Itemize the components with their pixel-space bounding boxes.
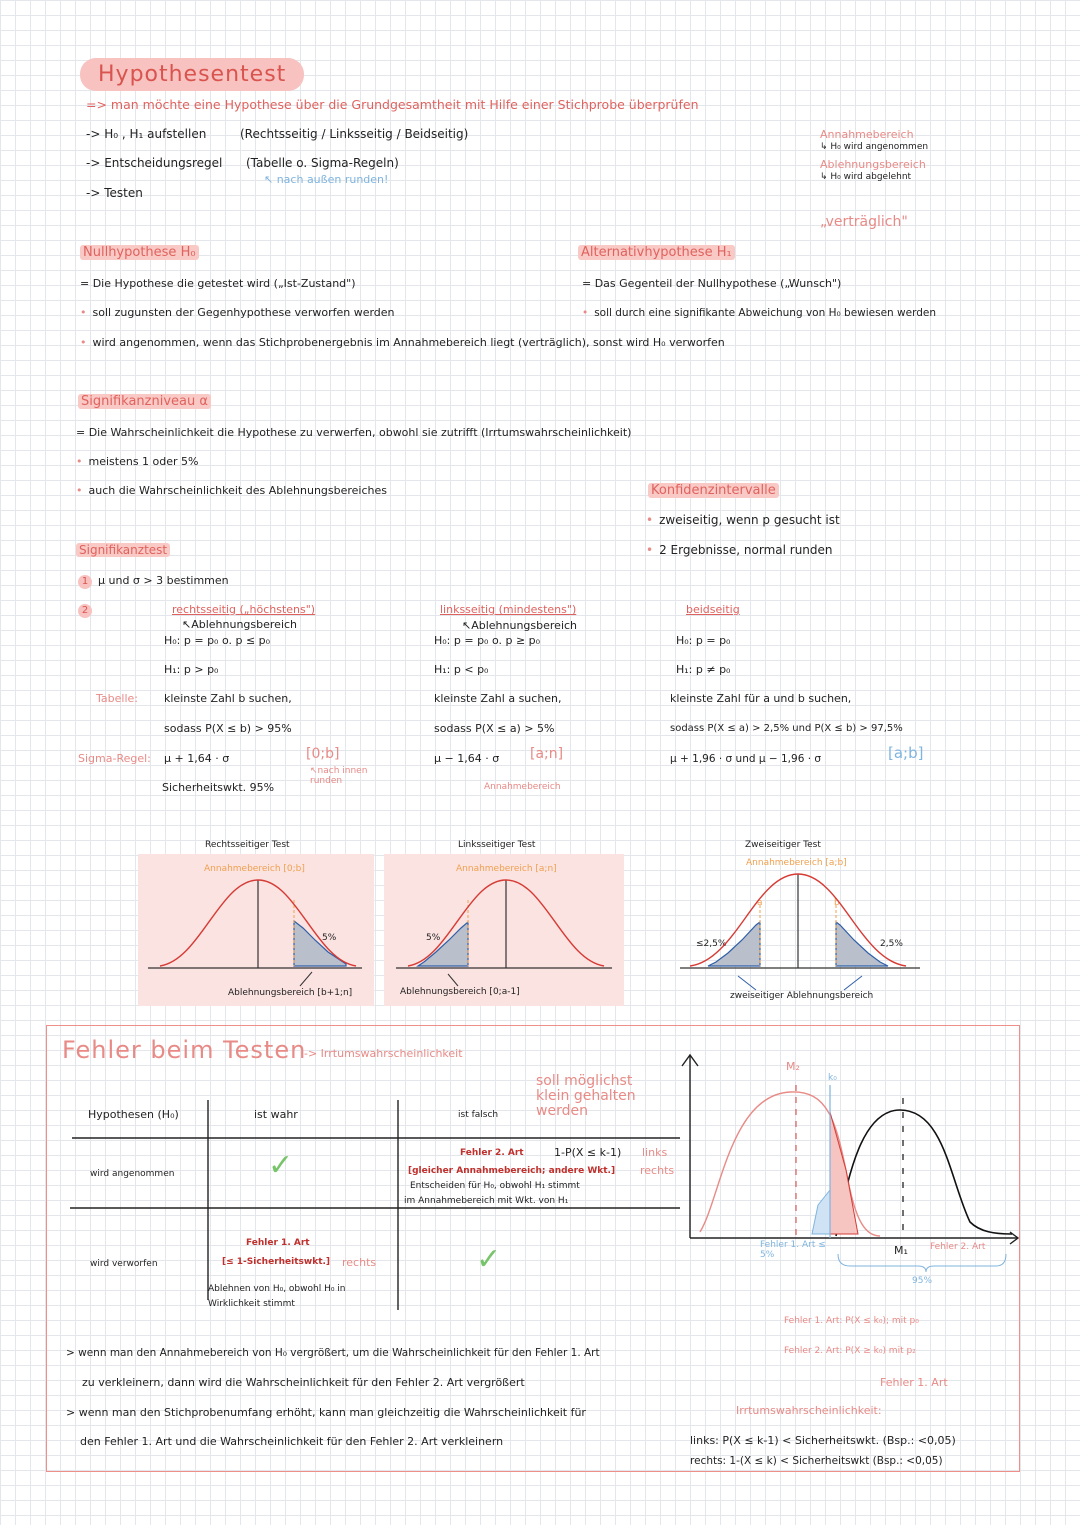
curve-rechts [148,880,362,986]
beid-h0: H₀: p = p₀ [676,634,731,647]
chart-beid-b: b [834,898,840,908]
chart-rechts-ablehn: Ablehnungsbereich [b+1;n] [228,988,353,998]
f2-formula: 1-P(X ≤ k-1) [554,1146,622,1159]
step-2-note: (Tabelle o. Sigma-Regeln) [246,156,399,170]
chart-beid-title: Zweiseitiger Test [745,840,821,850]
bullet-2b: den Fehler 1. Art und die Wahrscheinlichkeit für den Fehler 2. Art verkleinern [80,1435,504,1448]
null-hyp-l3: • wird angenommen, wenn das Stichprobenergebnis im Annahmebereich liegt (verträglich), sonst wird H₀ verworfen [80,336,725,349]
f1-desc2: Wirklichkeit stimmt [208,1299,295,1309]
graph-95: 95% [912,1276,933,1286]
rechts-tab2: sodass P(X ≤ b) > 95% [164,722,292,735]
graph-note2: Fehler 2. Art: P(X ≥ k₀) mit p₂ [784,1346,916,1356]
beid-sigma: μ + 1,96 · σ und μ − 1,96 · σ [670,753,822,765]
chart-rechts-pct: 5% [322,933,337,943]
chart-links-annahme: Annahmebereich [a;n] [456,864,557,874]
links-tab1: kleinste Zahl a suchen, [434,692,562,705]
irr-rechts: rechts: 1-(X ≤ k) < Sicherheitswkt (Bsp.: <0,05) [690,1455,943,1467]
chart-beid-a: a [757,898,763,908]
signif-step-2: 2 [78,603,98,618]
irr-links: links: P(X ≤ k-1) < Sicherheitswkt. (Bsp.: <0,05) [690,1434,956,1447]
step-2: -> Entscheidungsregel [86,156,223,170]
curve-links [396,880,612,986]
step-1: -> H₀ , H₁ aufstellen [86,127,207,141]
graph-m2: M₂ [786,1060,800,1073]
bullet-2a: > wenn man den Stichprobenumfang erhöht, kann man gleichzeitig die Wahrscheinlichkeit für [66,1406,586,1419]
signif-level-l1: = Die Wahrscheinlichkeit die Hypothese zu verwerfen, obwohl sie zutrifft (Irrtumswahrscheinlichkeit) [76,426,632,439]
rechts-h1: H₁: p > p₀ [164,663,219,676]
annahme-label: Annahmebereich [820,128,914,141]
chart-links-pct: 5% [426,933,441,943]
chart-links-ablehn: Ablehnungsbereich [0;a-1] [400,987,520,997]
ablehn-label: Ablehnungsbereich [820,158,926,171]
chart-rechts-title: Rechtsseitiger Test [205,840,290,850]
chart-beid-pct-r: 2,5% [880,939,903,949]
graph-note1: Fehler 1. Art: P(X ≤ k₀); mit p₀ [784,1316,919,1326]
f1-note: [≤ 1-Sicherheitswkt.] [222,1257,331,1267]
links-h0: H₀: p = p₀ o. p ≥ p₀ [434,634,541,647]
bullet-1b: zu verkleinern, dann wird die Wahrscheinlichkeit für den Fehler 2. Art vergrößert [82,1376,525,1389]
links-h1: H₁: p < p₀ [434,663,489,676]
signif-step-1: 1 μ und σ > 3 bestimmen [78,574,229,589]
col2-header: ist falsch [458,1110,499,1120]
chart-beid-ablehn: zweiseitiger Ablehnungsbereich [730,991,874,1001]
signif-level-l2: • meistens 1 oder 5% [76,455,199,468]
f2-rechts: rechts [640,1164,675,1177]
graph-m1: M₁ [894,1244,908,1257]
col0-header: Hypothesen (H₀) [88,1108,179,1121]
links-interval-note: Annahmebereich [484,782,561,792]
page-title: Hypothesentest [80,58,304,91]
annahme-sub: ↳ H₀ wird angenommen [820,142,929,152]
sigma-label: Sigma-Regel: [78,752,151,765]
null-hyp-l2: • soll zugunsten der Gegenhypothese verworfen werden [80,306,395,319]
check-wahr-angenommen: ✓ [268,1148,294,1183]
beid-heading: beidseitig [686,603,740,616]
konfidenz-l1: • zweiseitig, wenn p gesucht ist [646,513,840,527]
curve-beid [680,874,920,990]
rechts-sicherheit: Sicherheitswkt. 95% [162,781,275,794]
links-heading: linksseitig (mindestens") [440,603,577,616]
links-sub: ↖Ablehnungsbereich [462,619,578,632]
links-tab2: sodass P(X ≤ a) > 5% [434,722,555,735]
beid-tab1: kleinste Zahl für a und b suchen, [670,692,852,705]
alt-hyp-l2: • soll durch eine signifikante Abweichung von H₀ bewiesen werden [582,307,937,319]
f1-desc1: Ablehnen von H₀, obwohl H₀ in [208,1284,346,1294]
tabelle-label: Tabelle: [96,692,138,705]
chart-rechts-annahme: Annahmebereich [0;b] [204,864,305,874]
rechts-sub: ↖Ablehnungsbereich [182,618,298,631]
f2-desc2: im Annahmebereich mit Wkt. von H₁ [404,1196,569,1206]
graph-f1: Fehler 1. Art ≤ 5% [760,1240,826,1260]
step-2-sub: ↖ nach außen runden! [264,173,389,186]
graph-k0: k₀ [828,1073,837,1083]
step-3: -> Testen [86,186,143,200]
signif-level-heading: Signifikanzniveau α [78,394,211,409]
rechts-interval: [0;b] [306,746,340,762]
rechts-h0: H₀: p = p₀ o. p ≤ p₀ [164,634,271,647]
check-falsch-verworfen: ✓ [476,1242,502,1277]
f2-links: links [642,1146,668,1159]
alt-hyp-heading: Alternativhypothese H₁ [578,245,735,260]
row1-label: wird angenommen [90,1169,175,1179]
irr-top: Fehler 1. Art [880,1376,948,1389]
step-1-note: (Rechtsseitig / Linksseitig / Beidseitig) [240,127,469,141]
beid-tab2: sodass P(X ≤ a) > 2,5% und P(X ≤ b) > 97,5% [670,723,903,734]
rechts-interval-note: ↖nach innen runden [310,766,368,786]
chart-links-title: Linksseitiger Test [458,840,536,850]
fehler-heading: Fehler beim Testen [62,1036,307,1064]
alt-hyp-l1: = Das Gegenteil der Nullhypothese („Wunsch") [582,277,842,290]
rechts-tab1: kleinste Zahl b suchen, [164,692,292,705]
vertraeglich-note: „verträglich" [820,214,908,230]
graph-f2: Fehler 2. Art [930,1242,986,1252]
irr-heading: Irrtumswahrscheinlichkeit: [736,1404,882,1417]
f2-desc1: Entscheiden für H₀, obwohl H₁ stimmt [410,1181,580,1191]
chart-beid-pct-l: ≤2,5% [696,939,727,949]
links-sigma: μ − 1,64 · σ [434,752,500,765]
null-hyp-l1: = Die Hypothese die getestet wird („Ist-Zustand") [80,277,356,290]
signif-test-heading: Signifikanztest [76,543,170,557]
row2-label: wird verworfen [90,1259,158,1269]
f2-title: Fehler 2. Art [460,1148,524,1158]
klein-note: soll möglichst klein gehalten werden [536,1073,636,1119]
f1-title: Fehler 1. Art [246,1238,310,1248]
null-hyp-heading: Nullhypothese H₀ [80,245,199,260]
f1-rechts: rechts [342,1256,377,1269]
bullet-1a: > wenn man den Annahmebereich von H₀ vergrößert, um die Wahrscheinlichkeit für den Fehler 1. Art [66,1347,600,1359]
col1-header: ist wahr [254,1108,298,1121]
signif-level-l3: • auch die Wahrscheinlichkeit des Ablehnungsbereiches [76,484,388,497]
fehler-heading-sub: -> Irrtumswahrscheinlichkeit [304,1047,463,1060]
beid-h1: H₁: p ≠ p₀ [676,663,731,676]
ablehn-sub: ↳ H₀ wird abgelehnt [820,172,912,182]
konfidenz-heading: Konfidenzintervalle [648,483,779,498]
konfidenz-l2: • 2 Ergebnisse, normal runden [646,543,833,557]
intro-text: => man möchte eine Hypothese über die Grundgesamtheit mit Hilfe einer Stichprobe überprüfen [86,97,699,112]
beid-interval: [a;b] [888,744,924,762]
f2-note: [gleicher Annahmebereich; andere Wkt.] [408,1166,616,1176]
links-interval: [a;n] [530,746,564,762]
rechts-heading: rechtsseitig („höchstens") [172,603,316,616]
rechts-sigma: μ + 1,64 · σ [164,752,230,765]
chart-beid-annahme: Annahmebereich [a;b] [746,858,847,868]
